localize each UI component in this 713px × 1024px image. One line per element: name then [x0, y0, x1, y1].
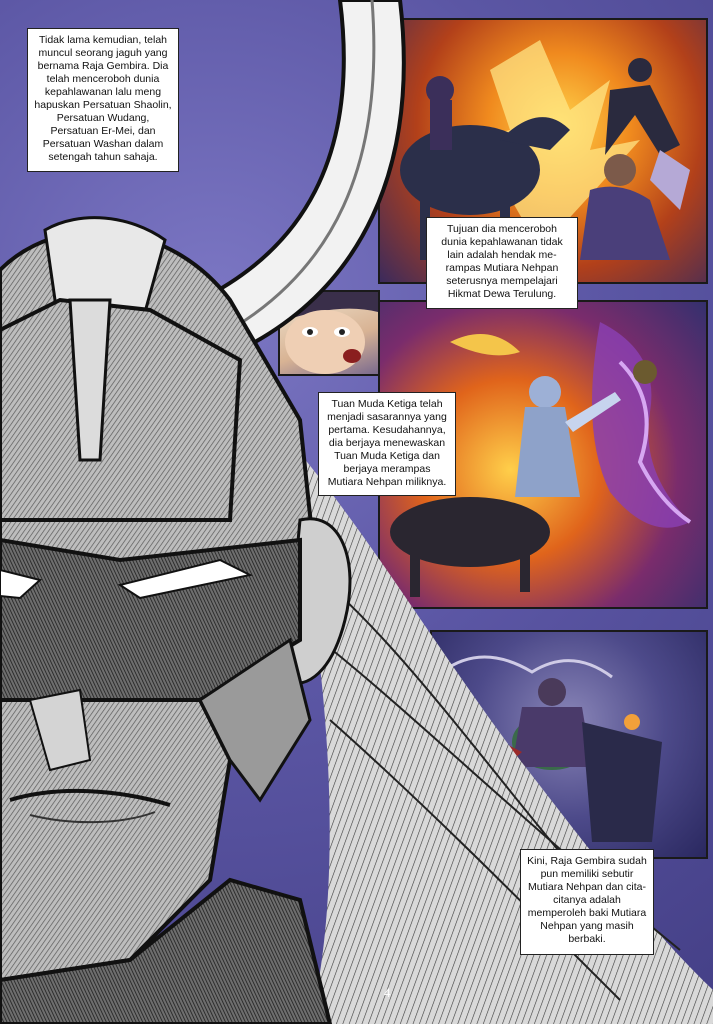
caption-text-intro: Tidak lama kemudian, telah muncul seorang jaguh yang bernama Raja Gembira. Dia telah menceroboh dunia kepahlawanan lalu meng hapuskan Persatuan Shaolin, Persatuan Wudang, Persatuan Er-Mei, dan Persatuan Washan dalam setengah tahun sahaja.	[34, 34, 172, 163]
caption-box-goal	[426, 217, 578, 309]
caption-box-ambition	[520, 849, 654, 955]
page-number: 4	[384, 986, 391, 1000]
caption-text-goal: Tujuan dia menceroboh dunia kepahlawanan tidak lain adalah hendak me-rampas Mutiara Nehpan seterusnya mempelajari Hikmat Dewa Terulung.	[441, 223, 563, 300]
caption-box-first-target	[318, 392, 456, 496]
caption-text-ambition: Kini, Raja Gembira sudah pun memiliki sebutir Mutiara Nehpan dan cita-citanya adalah memperoleh baki Mutiara Nehpan yang masih berbaki.	[527, 855, 647, 945]
caption-text-first-target: Tuan Muda Ketiga telah menjadi sasarannya yang pertama. Kesudahannya, dia berjaya menewaskan Tuan Muda Ketiga dan berjaya merampas Mutiara Nehpan miliknya.	[327, 398, 447, 488]
caption-box-intro	[27, 28, 179, 172]
